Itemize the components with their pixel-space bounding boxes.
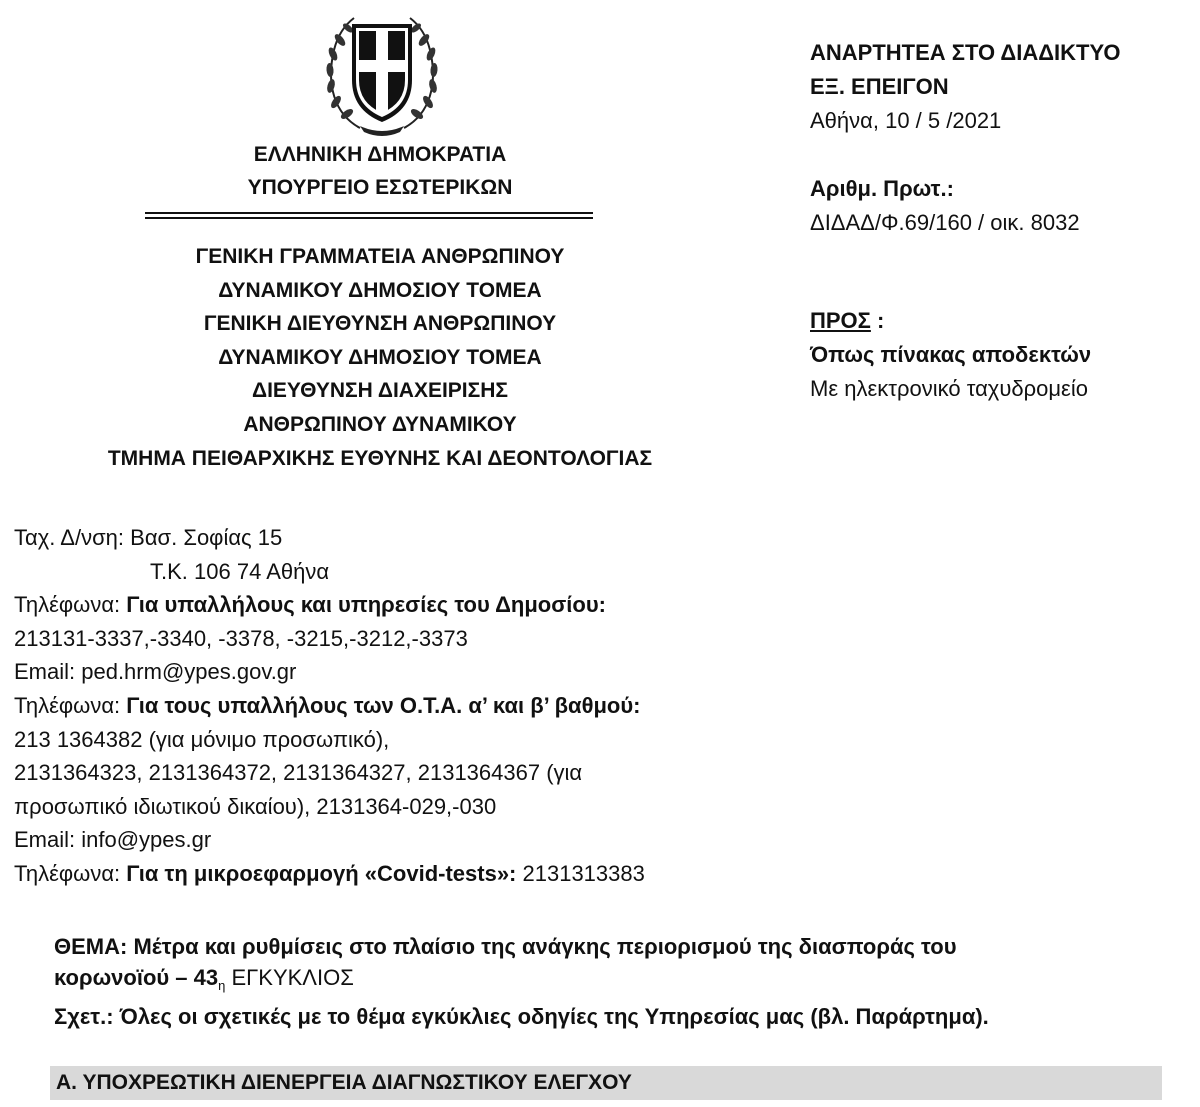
circular-label: ΕΓΚΥΚΛΙΟΣ	[225, 965, 354, 990]
org-line: ΑΝΘΡΩΠΙΝΟΥ ΔΥΝΑΜΙΚΟΥ	[243, 412, 517, 436]
phone-desc-covid: Για τη μικροεφαρμογή «Covid-tests»:	[126, 860, 517, 886]
phone-label: Τηλέφωνα:	[14, 592, 127, 618]
section-a-heading: Α. ΥΠΟΧΡΕΩΤΙΚΗ ΔΙΕΝΕΡΓΕΙΑ ΔΙΑΓΝΩΣΤΙΚΟΥ ΕΛΕΓΧΟΥ	[50, 1066, 1162, 1100]
recipient-label	[810, 304, 1190, 338]
phone-numbers-ota-3: προσωπικό ιδιωτικού δικαίου), 2131364-029,-030	[14, 793, 497, 819]
address-line	[14, 521, 914, 555]
subject-line-2-bold: κορωνοϊού – 43	[54, 965, 219, 990]
posting-note: ΑΝΑΡΤΗΤΕΑ ΣΤΟ ΔΙΑΔΙΚΤΥΟ	[810, 40, 1121, 65]
org-line: ΔΥΝΑΜΙΚΟΥ ΔΗΜΟΣΙΟΥ ΤΟΜΕΑ	[218, 278, 542, 302]
phone-label: Τηλέφωνα:	[14, 692, 127, 718]
greek-coat-of-arms-icon	[320, 10, 444, 138]
document-meta	[810, 36, 1190, 406]
subject-line-2	[54, 962, 1174, 1001]
organizational-unit	[40, 240, 720, 475]
to-label-text: ΠΡΟΣ	[810, 308, 871, 333]
issuer-header	[40, 138, 720, 204]
related-reference: Σχετ.: Όλες οι σχετικές με το θέμα εγκύκλιες οδηγίες της Υπηρεσίας μας (βλ. Παράρτημα).	[54, 1004, 989, 1029]
address-label: Ταχ. Δ/νση:	[14, 525, 131, 550]
ordinal-suffix: η	[218, 978, 226, 993]
org-line: ΓΕΝΙΚΗ ΔΙΕΥΘΥΝΣΗ ΑΝΘΡΩΠΙΝΟΥ	[203, 312, 557, 336]
phone-numbers-public: 213131-3337,-3340, -3378, -3215,-3212,-3373	[14, 625, 468, 651]
phone-line-ota	[14, 689, 914, 723]
phone-desc-public: Για υπαλλήλους και υπηρεσίες του Δημοσίου:	[126, 592, 606, 618]
email-public: Email: ped.hrm@ypes.gov.gr	[14, 659, 297, 685]
subject-block	[54, 931, 1174, 1032]
contact-details	[14, 521, 914, 891]
email-ota: Email: info@ypes.gr	[14, 827, 212, 853]
country-name: ΕΛΛΗΝΙΚΗ ΔΗΜΟΚΡΑΤΙΑ	[253, 143, 507, 166]
protocol-label: Αριθμ. Πρωτ.:	[810, 176, 954, 201]
phone-number-covid: 2131313383	[516, 860, 645, 886]
delivery-method: Με ηλεκτρονικό ταχυδρομείο	[810, 376, 1088, 401]
phone-desc-ota: Για τους υπαλλήλους των Ο.Τ.Α. α’ και β’ βαθμού:	[126, 692, 641, 718]
phone-line-public	[14, 588, 914, 622]
phone-line-covid	[14, 857, 914, 891]
org-line: ΓΕΝΙΚΗ ΓΡΑΜΜΑΤΕΙΑ ΑΝΘΡΩΠΙΝΟΥ	[195, 245, 565, 268]
org-line: ΔΙΕΥΘΥΝΣΗ ΔΙΑΧΕΙΡΙΣΗΣ	[251, 379, 509, 403]
org-line: ΔΥΝΑΜΙΚΟΥ ΔΗΜΟΣΙΟΥ ΤΟΜΕΑ	[218, 345, 542, 369]
header-divider	[145, 212, 593, 219]
phone-numbers-ota-1: 213 1364382 (για μόνιμο προσωπικό),	[14, 726, 390, 752]
urgency-label: ΕΞ. ΕΠΕΙΓΟΝ	[810, 74, 949, 99]
address-street: Βασ. Σοφίας 15	[130, 525, 283, 550]
to-label-colon: :	[870, 308, 885, 333]
address-city: Τ.Κ. 106 74 Αθήνα	[150, 558, 330, 584]
recipients: Όπως πίνακας αποδεκτών	[810, 342, 1092, 367]
subject-line: ΘΕΜΑ: Μέτρα και ρυθμίσεις στο πλαίσιο της ανάγκης περιορισμού της διασποράς του	[54, 934, 957, 959]
protocol-number: ΔΙΔΑΔ/Φ.69/160 / οικ. 8032	[810, 210, 1080, 235]
phone-numbers-ota-2: 2131364323, 2131364372, 2131364327, 2131364367 (για	[14, 760, 583, 786]
ministry-name: ΥΠΟΥΡΓΕΙΟ ΕΣΩΤΕΡΙΚΩΝ	[247, 176, 513, 199]
date-line: Αθήνα, 10 / 5 /2021	[810, 108, 1002, 133]
phone-label: Τηλέφωνα:	[14, 860, 127, 886]
org-line: ΤΜΗΜΑ ΠΕΙΘΑΡΧΙΚΗΣ ΕΥΘΥΝΗΣ ΚΑΙ ΔΕΟΝΤΟΛΟΓΙΑΣ	[107, 446, 653, 470]
